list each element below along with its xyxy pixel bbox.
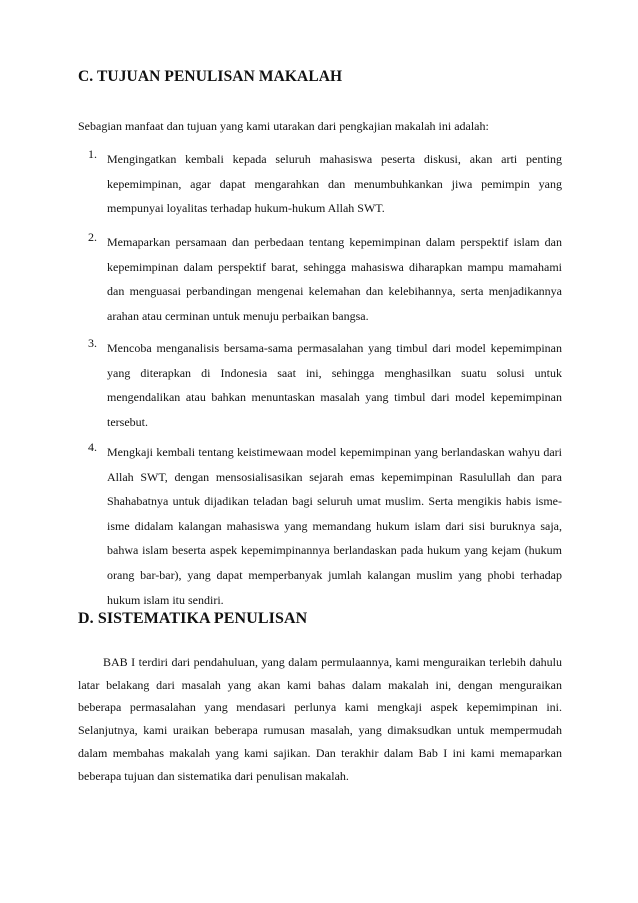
list-item-text: Memaparkan persamaan dan perbedaan tentang kepemimpinan dalam perspektif islam dan kepemimpinan dalam perspektif barat, sehingga mahasiswa diharapkan mampu mamahami dan menguasai perbandingan mengenai kelemahan dan kelebihannya, serta menjadikannya arahan atau cerminan untuk menuju perbaikan bangsa. [107,235,562,323]
list-item [88,440,562,612]
list-item-text: Mengkaji kembali tentang keistimewaan model kepemimpinan yang berlandaskan wahyu dari Allah SWT, dengan mensosialisasikan sejarah emas kepemimpinan Rasulullah dan para Shahabatnya untuk dijadikan teladan bagi seluruh umat muslim. Serta mengikis habis isme-isme didalam kalangan mahasiswa yang memandang hukum islam dari sisi buruknya saja, bahwa islam beserta aspek kepemimpinannya berlandaskan pada hukum yang kejam (hukum orang bar-bar), yang dapat memperbanyak jumlah kalangan muslim yang phobi terhadap hukum islam itu sendiri. [107,445,562,607]
list-item-number: 3. [88,336,97,350]
list-item-number: 2. [88,230,97,244]
list-item-number: 4. [88,440,97,454]
list-item [88,230,562,328]
list-item-number: 1. [88,147,97,161]
section-d-heading: D. SISTEMATIKA PENULISAN [78,610,308,627]
list-item [88,147,562,221]
list-item-text: Mengingatkan kembali kepada seluruh mahasiswa peserta diskusi, akan arti penting kepemimpinan, agar dapat mengarahkan dan menumbuhkankan jiwa pemimpin yang mempunyai loyalitas terhadap hukum-hukum Allah SWT. [107,152,562,216]
section-d-paragraph: BAB I terdiri dari pendahuluan, yang dalam permulaannya, kami menguraikan terlebih dahulu latar belakang dari masalah yang akan kami bahas dalam makalah ini, dengan menguraikan beberapa permasalahan yang mendasari perlunya kami mengkaji aspek kepemimpinan ini. Selanjutnya, kami uraikan beberapa rumusan masalah, yang dimaksudkan untuk mempermudah dalam membahas makalah yang kami sajikan. Dan terakhir dalam Bab I ini kami memaparkan beberapa tujuan dan sistematika dari penulisan makalah. [78,655,562,783]
list-item-text: Mencoba menganalisis bersama-sama permasalahan yang timbul dari model kepemimpinan yang diterapkan di Indonesia saat ini, sehingga menghasilkan suatu solusi untuk mengendalikan atau bahkan menuntaskan masalah yang timbul dari model kepemimpinan tersebut. [107,341,562,429]
section-c-heading: C. TUJUAN PENULISAN MAKALAH [78,68,343,85]
section-c-intro: Sebagian manfaat dan tujuan yang kami utarakan dari pengkajian makalah ini adalah: [78,119,489,133]
list-item [88,336,562,434]
